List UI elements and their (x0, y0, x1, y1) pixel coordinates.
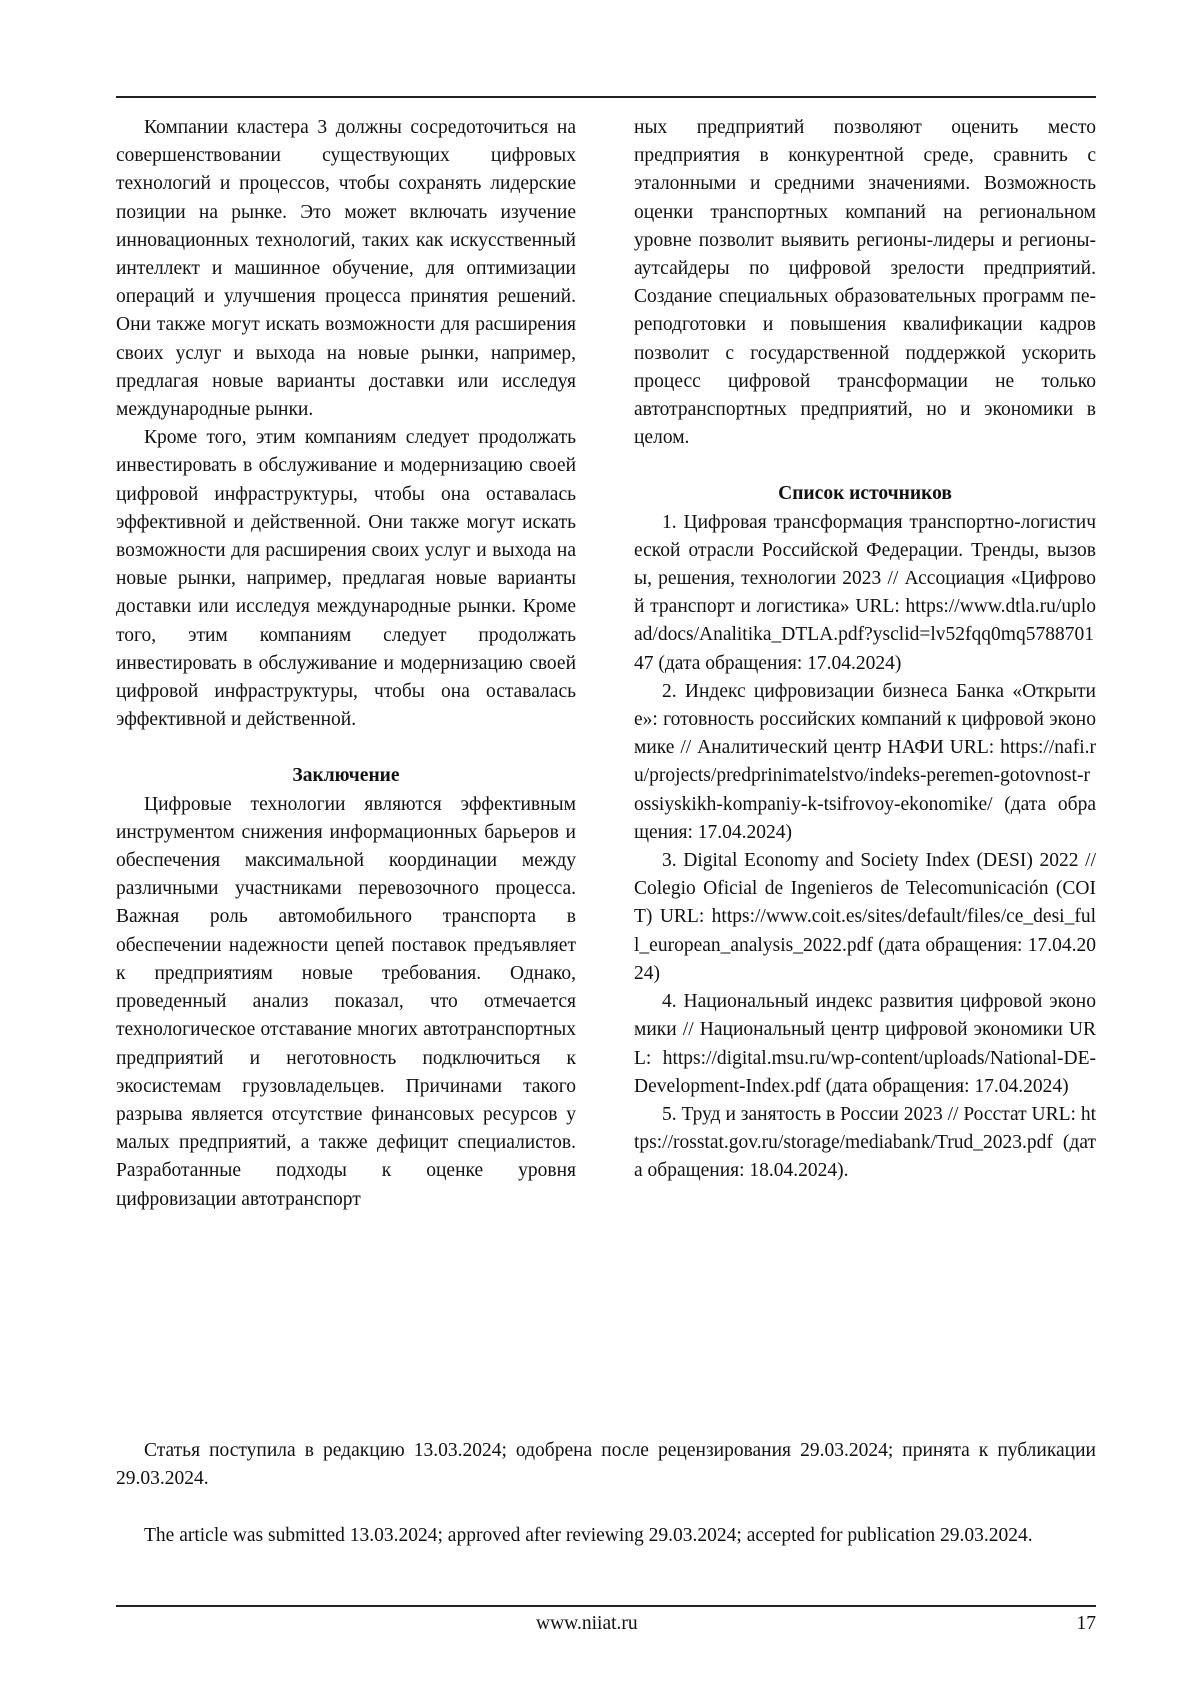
submission-note-en (116, 1522, 1096, 1550)
footer-website: www.niiat.ru (536, 1613, 638, 1634)
submission-note-ru (116, 1437, 1096, 1494)
reference-item: 4. Национальный индекс развития цифровой экономики // Национальный центр цифровой экономики URL: https://digital.msu.ru/wp-content/uploads/National-DE-Development-Index.pdf (дата обращения: 17.04.2024) (634, 991, 1096, 1097)
left-column (116, 114, 576, 1214)
body-paragraph: Компании кластера 3 должны сосредоточиться на совершенствовании существующих цифровых технологий и процессов, чтобы сохранять лидерские позиции на рынке. Это может включать изучение инновационных технологий, таких как искусственный интеллект и машинное обучение, для оптимизации операций и улучшения процесса принятия решений. Они также могут искать возможности для расширения своих услуг и выхода на новые рынки, например, предлагая новые варианты доставки или исследуя международные рынки. (116, 117, 576, 421)
submission-note-en-text: The article was submitted 13.03.2024; approved after reviewing 29.03.2024; accepted for publication 29.03.2024. (144, 1525, 1033, 1546)
right-column (634, 114, 1096, 1186)
body-paragraph: ных предприятий позволяют оценить место предприятия в конкурентной среде, сравнить с эталонными и средними значениями. Возможность оценки транспортных компаний на региональном уровне позволит выявить регионы-лидеры и регионы-аутсайдеры по цифровой зрелости предприятий. Создание специальных образовательных программ переподготовки и повышения квалификации кадров позволит с государственной поддержкой ускорить процесс цифровой трансформации не только автотранспортных предприятий, но и экономики в целом. (634, 117, 1096, 449)
references-heading: Список источников (778, 483, 952, 505)
reference-item: 2. Индекс цифровизации бизнеса Банка «Открытие»: готовность российских компаний к цифровой экономике // Аналитический центр НАФИ URL: https://nafi.ru/projects/predprinimatelstvo/indeks-peremen-gotovnost-rossiyskikh-kompaniy-k-tsifrovoy-ekonomike/ (дата обращения: 17.04.2024) (634, 680, 1096, 843)
reference-item: 1. Цифровая трансформация транспортно-логистической отрасли Российской Федерации. Тренды, вызовы, решения, технологии 2023 // Ассоциация «Цифровой транспорт и логистика» URL: https://www.dtla.ru/upload/docs/Analitika_DTLA.pdf?ysclid=lv52fqq0mq578870147 (дата обращения: 17.04.2024) (634, 511, 1096, 674)
submission-note-ru-text: Статья поступила в редакцию 13.03.2024; одобрена после рецензирования 29.03.2024; принята к публикации 29.03.2024. (116, 1440, 1096, 1490)
page-number: 17 (1076, 1613, 1096, 1634)
body-paragraph: Цифровые технологии являются эффективным инструментом снижения информационных барьеров и обеспечения максимальной координации между различными участниками перевозочного процесса. Важная роль автомобильного транспорта в обеспечении надежности цепей поставок предъявляет к предприятиям новые требования. Однако, проведенный анализ показал, что отмечается технологическое отставание многих автотранспортных предприятий и неготовность подключиться к экосистемам грузовладельцев. Причинами такого разрыва является отсутствие финансовых ресурсов у малых предприятий, а также дефицит специалистов. Разработанные подходы к оценке уровня цифровизации автотранспорт (116, 793, 576, 1210)
reference-item: 3. Digital Economy and Society Index (DESI) 2022 // Colegio Oficial de Ingenieros de Telecomunicación (COIT) URL: https://www.coit.es/sites/default/files/ce_desi_full_european_analysis_2022.pdf (дата обращения: 17.04.2024) (634, 850, 1096, 984)
body-paragraph: Кроме того, этим компаниям следует продолжать инвестировать в обслуживание и модернизацию своей цифровой инфраструктуры, чтобы она оставалась эффективной и действенной. Они также могут искать возможности для расширения своих услуг и выхода на новые рынки, например, предлагая новые варианты доставки или исследуя международные рынки. Кроме того, этим компаниям следует продолжать инвестировать в обслуживание и модернизацию своей цифровой инфраструктуры, чтобы она оставалась эффективной и действенной. (116, 427, 576, 731)
reference-item: 5. Труд и занятость в России 2023 // Росстат URL: https://rosstat.gov.ru/storage/mediabank/Trud_2023.pdf (дата обращения: 18.04.2024). (634, 1103, 1096, 1182)
header-rule (116, 96, 1096, 98)
footer-rule (116, 1605, 1096, 1607)
conclusion-heading: Заключение (292, 765, 400, 787)
